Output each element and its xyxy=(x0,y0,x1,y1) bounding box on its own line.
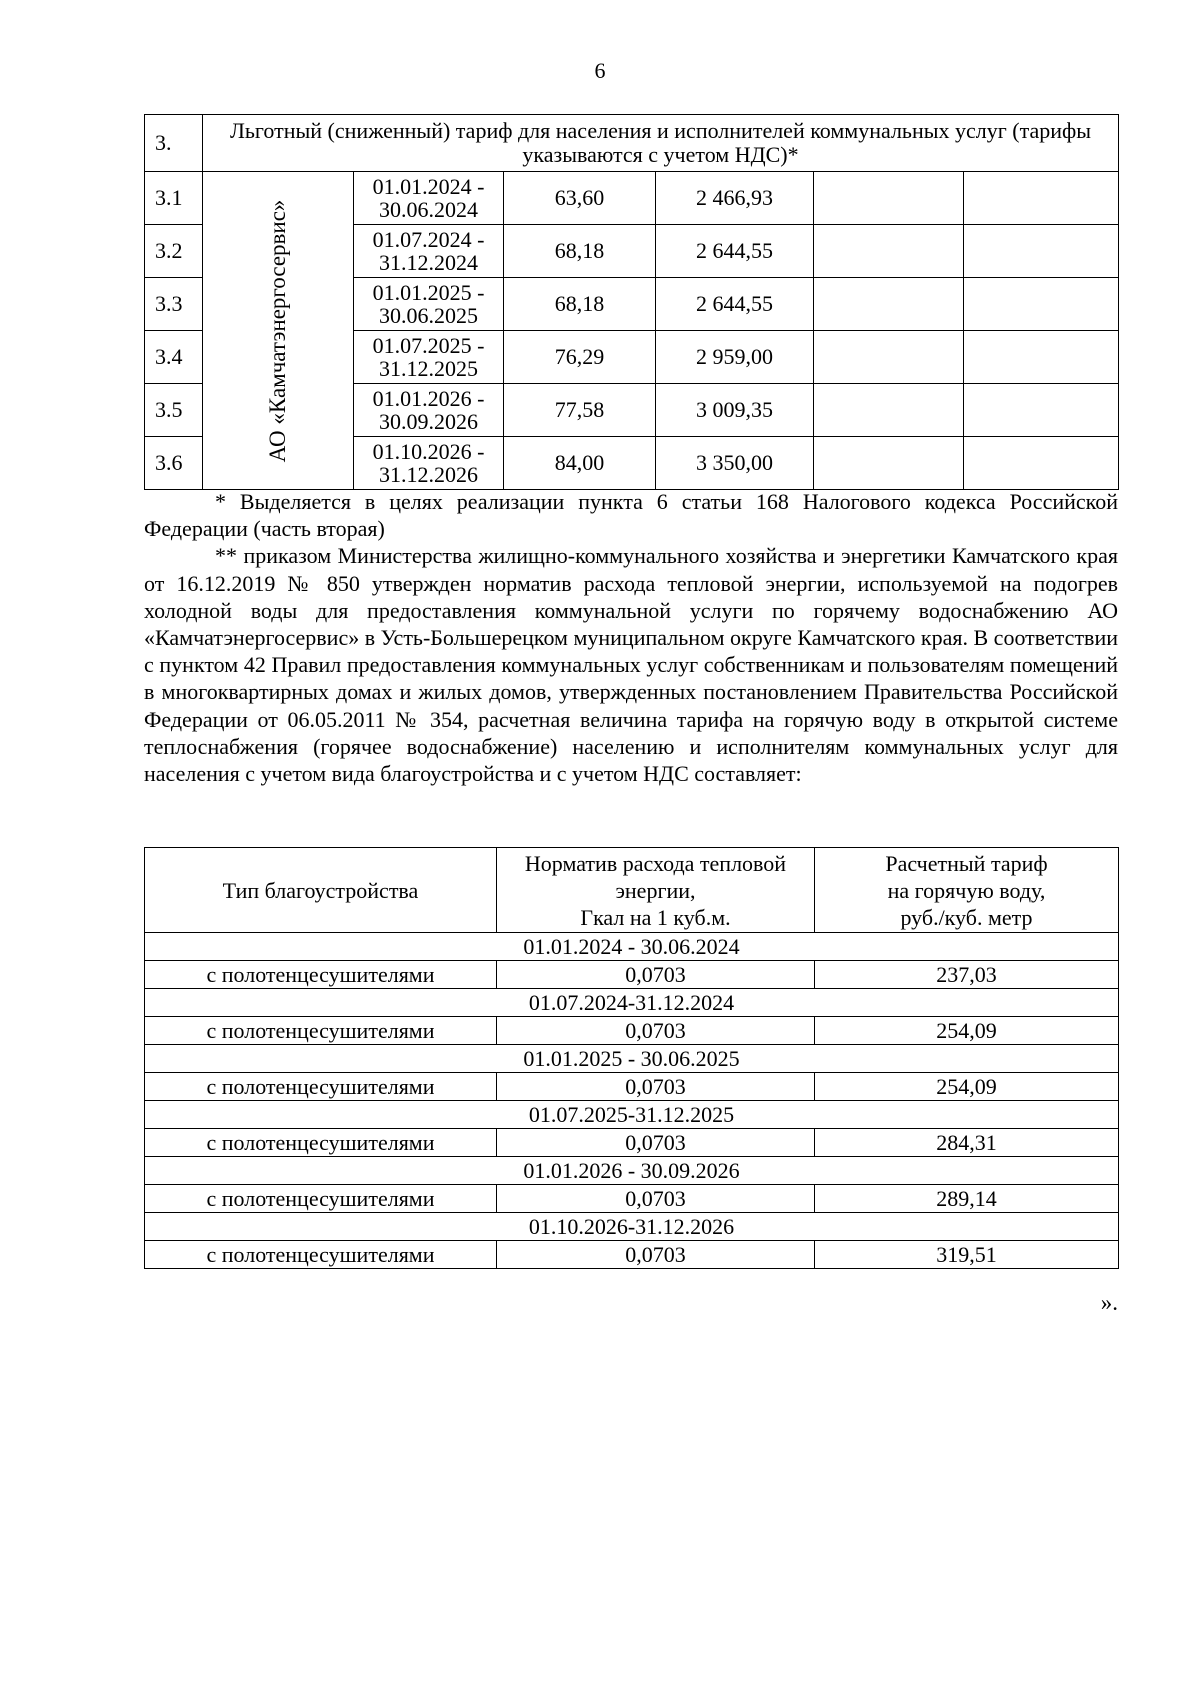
header-line: руб./куб. метр xyxy=(900,904,1033,930)
tariff-value: 68,18 xyxy=(504,225,656,278)
organization-cell xyxy=(203,172,354,490)
amenity-type: с полотенцесушителями xyxy=(145,961,497,989)
period-cell xyxy=(354,172,504,225)
period-row xyxy=(145,933,1119,961)
empty-cell xyxy=(814,225,964,278)
footnotes xyxy=(144,488,1118,787)
period-end: 30.06.2025 xyxy=(379,303,478,328)
heat-norm: 0,0703 xyxy=(497,1185,815,1213)
empty-cell xyxy=(814,331,964,384)
header-line: на горячую воду, xyxy=(887,877,1046,903)
period-label: 01.01.2025 - 30.06.2025 xyxy=(145,1045,1119,1073)
heat-norm: 0,0703 xyxy=(497,1017,815,1045)
section-title: Льготный (сниженный) тариф для населения и исполнителей коммунальных услуг (тарифы указываются с учетом НДС)* xyxy=(203,115,1119,172)
empty-cell xyxy=(814,437,964,490)
tariff-value: 2 644,55 xyxy=(656,225,814,278)
organization-name: АО «Камчатэнергосервис» xyxy=(265,199,290,462)
header-line: энергии, xyxy=(615,877,696,903)
footnote-vat: * Выделяется в целях реализации пункта 6 статьи 168 Налогового кодекса Российской Федерации (часть вторая) xyxy=(144,489,1118,542)
table-row xyxy=(145,1241,1119,1269)
tariff-value: 68,18 xyxy=(504,278,656,331)
page-number: 6 xyxy=(594,58,606,83)
header-line: Расчетный тариф xyxy=(885,850,1048,876)
empty-cell xyxy=(964,172,1119,225)
row-number: 3.5 xyxy=(145,384,203,437)
row-number: 3.6 xyxy=(145,437,203,490)
table-row xyxy=(145,1017,1119,1045)
header-line: Гкал на 1 куб.м. xyxy=(580,904,731,930)
footnote-hot-water: ** приказом Министерства жилищно-коммунального хозяйства и энергетики Камчатского края от 16.12.2019 № 850 утвержден норматив расхода тепловой энергии, используемой на подогрев холодной воды для предоставления коммунальной услуги по горячему водоснабжению АО «Камчатэнергосервис» в Усть-Большерецком муниципальном округе Камчатского края. В соответствии с пунктом 42 Правил предоставления коммунальных услуг собственникам и пользователям помещений в многоквартирных домах и жилых домов, утвержденных постановлением Правительства Российской Федерации от 06.05.2011 № 354, расчетная величина тарифа на горячую воду в открытой системе теплоснабжения (горячее водоснабжение) населению и исполнителям коммунальных услуг для населения с учетом вида благоустройства и с учетом НДС составляет: xyxy=(144,543,1118,787)
tariff-value: 3 009,35 xyxy=(656,384,814,437)
heat-norm: 0,0703 xyxy=(497,1241,815,1269)
preferential-tariff-table xyxy=(144,114,1119,490)
period-label: 01.01.2026 - 30.09.2026 xyxy=(145,1157,1119,1185)
period-cell xyxy=(354,437,504,490)
table-row xyxy=(145,961,1119,989)
empty-cell xyxy=(964,331,1119,384)
hot-water-tariff: 254,09 xyxy=(815,1073,1119,1101)
table-header-row xyxy=(145,115,1119,172)
period-label: 01.07.2025-31.12.2025 xyxy=(145,1101,1119,1129)
period-start: 01.10.2026 - xyxy=(372,439,485,464)
section-number: 3. xyxy=(145,115,203,172)
tariff-value: 3 350,00 xyxy=(656,437,814,490)
period-start: 01.01.2024 - xyxy=(372,174,485,199)
hot-water-tariff: 254,09 xyxy=(815,1017,1119,1045)
tariff-value: 2 644,55 xyxy=(656,278,814,331)
empty-cell xyxy=(814,384,964,437)
tariff-value: 76,29 xyxy=(504,331,656,384)
column-header-tariff xyxy=(815,848,1119,933)
row-number: 3.4 xyxy=(145,331,203,384)
period-cell xyxy=(354,225,504,278)
empty-cell xyxy=(964,437,1119,490)
empty-cell xyxy=(814,172,964,225)
period-cell xyxy=(354,331,504,384)
period-end: 31.12.2024 xyxy=(379,250,478,275)
period-row xyxy=(145,1101,1119,1129)
amenity-type: с полотенцесушителями xyxy=(145,1241,497,1269)
tariff-value: 63,60 xyxy=(504,172,656,225)
empty-cell xyxy=(964,384,1119,437)
tariff-value: 77,58 xyxy=(504,384,656,437)
closing-quote-mark: ». xyxy=(1100,1290,1118,1315)
amenity-type: с полотенцесушителями xyxy=(145,1185,497,1213)
period-cell xyxy=(354,278,504,331)
hot-water-tariff: 237,03 xyxy=(815,961,1119,989)
tariff-value: 2 466,93 xyxy=(656,172,814,225)
amenity-type: с полотенцесушителями xyxy=(145,1017,497,1045)
row-number: 3.1 xyxy=(145,172,203,225)
period-row xyxy=(145,1157,1119,1185)
period-end: 30.09.2026 xyxy=(379,409,478,434)
empty-cell xyxy=(814,278,964,331)
table-row xyxy=(145,1129,1119,1157)
row-number: 3.3 xyxy=(145,278,203,331)
period-label: 01.10.2026-31.12.2026 xyxy=(145,1213,1119,1241)
period-row xyxy=(145,989,1119,1017)
amenity-type: с полотенцесушителями xyxy=(145,1073,497,1101)
column-header-type: Тип благоустройства xyxy=(145,848,497,933)
empty-cell xyxy=(964,278,1119,331)
period-row xyxy=(145,1045,1119,1073)
tariff-value: 2 959,00 xyxy=(656,331,814,384)
period-label: 01.01.2024 - 30.06.2024 xyxy=(145,933,1119,961)
tariff-value: 84,00 xyxy=(504,437,656,490)
heat-norm: 0,0703 xyxy=(497,961,815,989)
period-end: 31.12.2025 xyxy=(379,356,478,381)
empty-cell xyxy=(964,225,1119,278)
table-row xyxy=(145,1073,1119,1101)
period-row xyxy=(145,1213,1119,1241)
period-start: 01.01.2025 - xyxy=(372,280,485,305)
column-header-norm xyxy=(497,848,815,933)
table-row xyxy=(145,1185,1119,1213)
header-line: Норматив расхода тепловой xyxy=(524,850,787,876)
table-header-row xyxy=(145,848,1119,933)
period-label: 01.07.2024-31.12.2024 xyxy=(145,989,1119,1017)
period-end: 31.12.2026 xyxy=(379,462,478,487)
amenity-type: с полотенцесушителями xyxy=(145,1129,497,1157)
period-start: 01.07.2024 - xyxy=(372,227,485,252)
period-end: 30.06.2024 xyxy=(379,197,478,222)
row-number: 3.2 xyxy=(145,225,203,278)
heat-norm: 0,0703 xyxy=(497,1129,815,1157)
hot-water-tariff: 319,51 xyxy=(815,1241,1119,1269)
period-cell xyxy=(354,384,504,437)
hot-water-tariff: 284,31 xyxy=(815,1129,1119,1157)
heat-norm: 0,0703 xyxy=(497,1073,815,1101)
period-start: 01.01.2026 - xyxy=(372,386,485,411)
period-start: 01.07.2025 - xyxy=(372,333,485,358)
table-row xyxy=(145,172,1119,225)
hot-water-tariff: 289,14 xyxy=(815,1185,1119,1213)
hot-water-tariff-table xyxy=(144,847,1119,1269)
